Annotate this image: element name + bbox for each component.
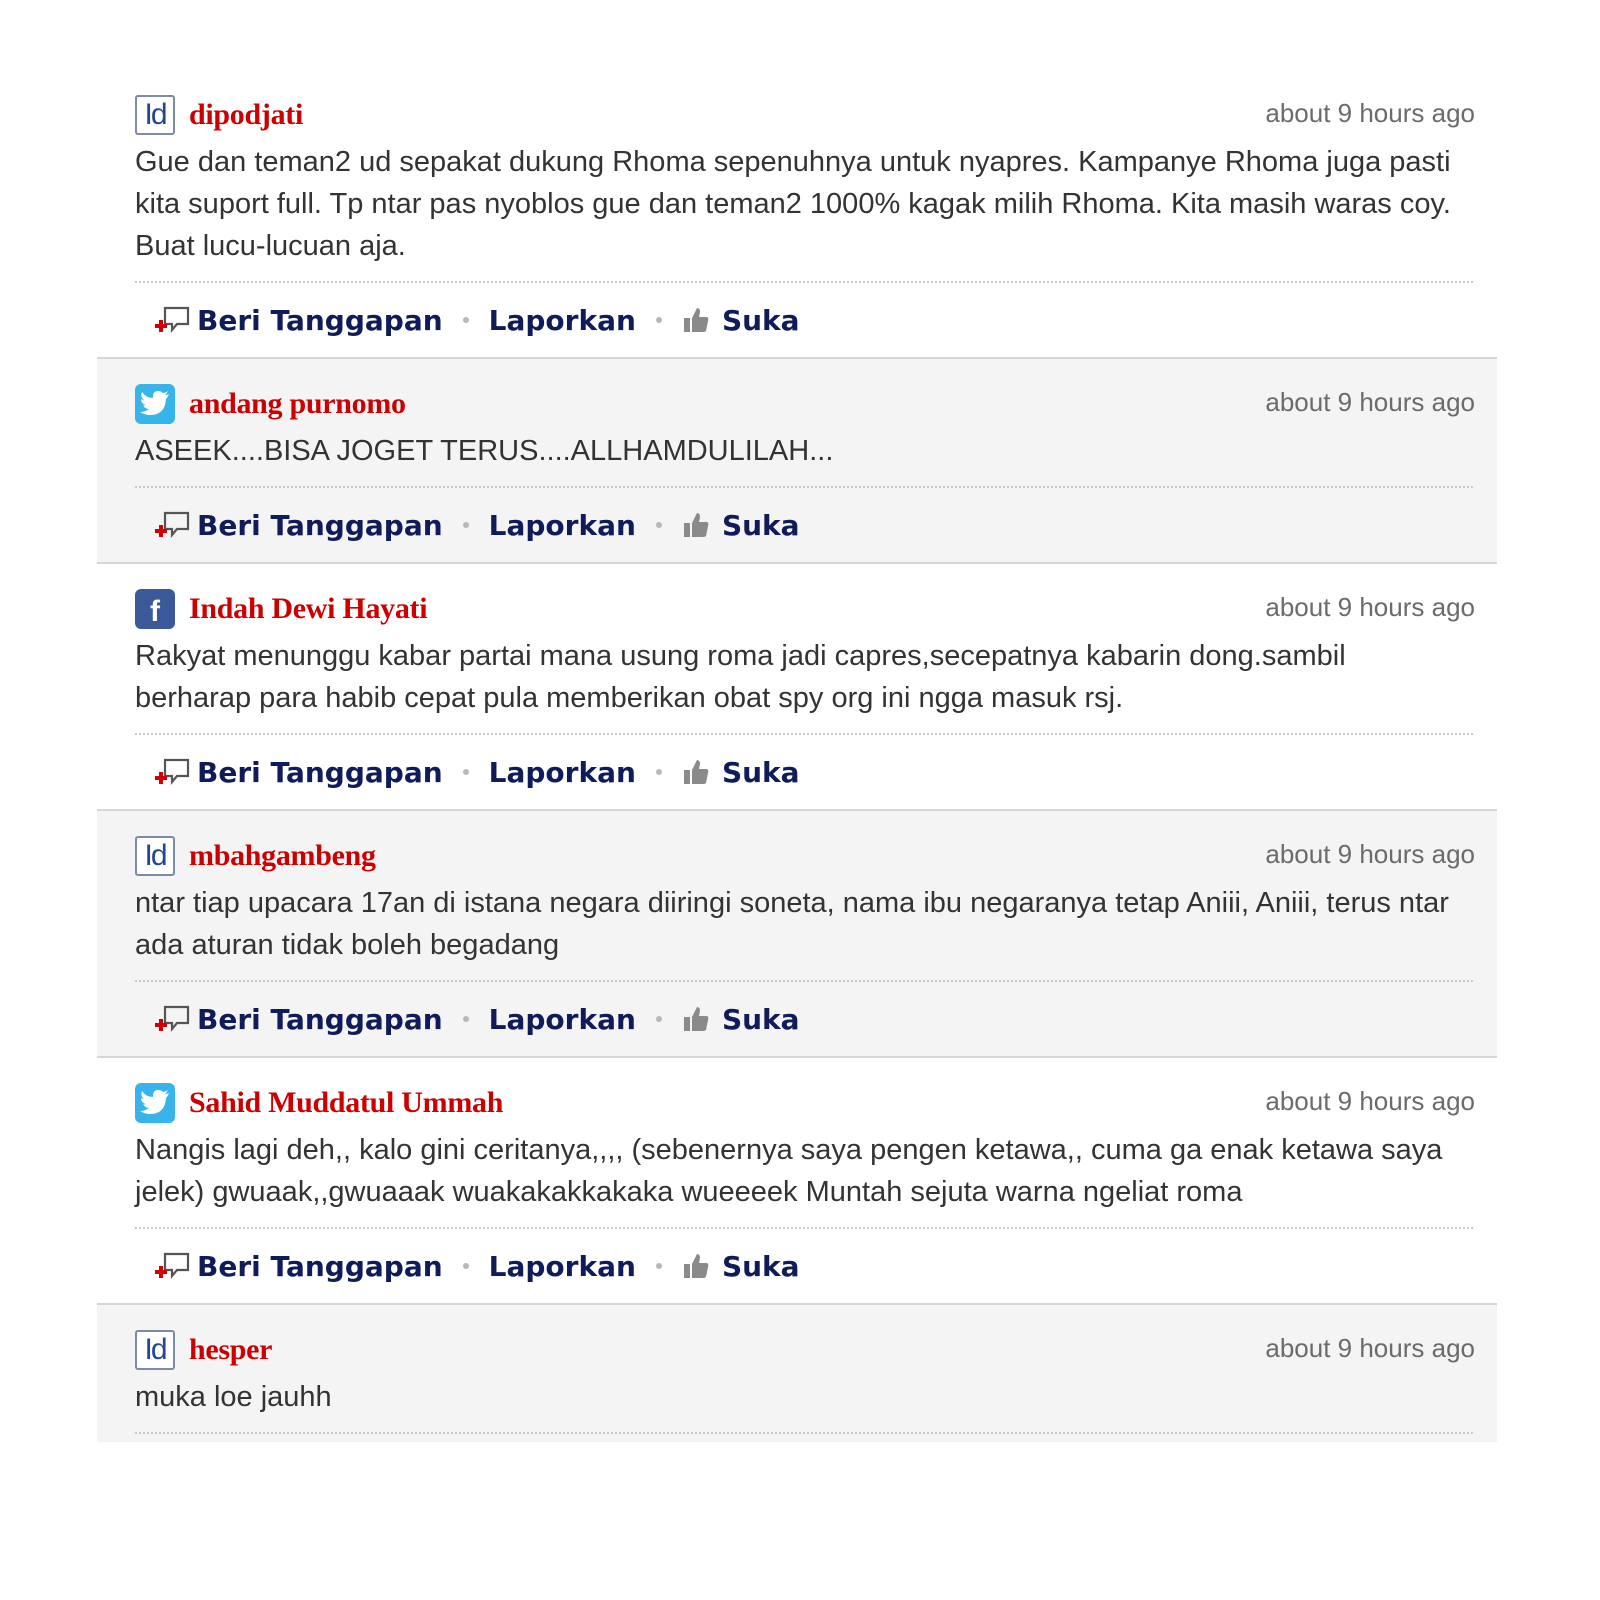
- like-button[interactable]: [682, 1003, 800, 1036]
- report-button[interactable]: [489, 304, 636, 337]
- comment-timestamp: about 9 hours ago: [1265, 839, 1475, 869]
- separator-dot: [463, 1016, 469, 1022]
- report-button[interactable]: [489, 756, 636, 789]
- divider: [135, 1432, 1473, 1434]
- comment-text: Gue dan teman2 ud sepakat dukung Rhoma sepenuhnya untuk nyapres. Kampanye Rhoma juga pasti kita suport full. Tp ntar pas nyoblos gue dan teman2 1000% kagak milih Rhoma. Kita masih waras coy. Buat lucu-lucuan aja.: [135, 146, 1451, 262]
- comment-item: [97, 564, 1497, 811]
- comment-item: [97, 1058, 1497, 1305]
- like-label: Suka: [721, 508, 800, 542]
- report-label: Laporkan: [488, 755, 636, 789]
- add-comment-icon: [153, 1251, 191, 1281]
- like-label: Suka: [721, 303, 800, 337]
- separator-dot: [463, 1263, 469, 1269]
- comment-username[interactable]: mbahgambeng: [189, 839, 376, 872]
- like-label: Suka: [721, 755, 800, 789]
- like-label: Suka: [721, 1249, 800, 1283]
- comment-username[interactable]: hesper: [189, 1333, 273, 1366]
- report-button[interactable]: [489, 1003, 636, 1036]
- add-comment-icon: [153, 305, 191, 335]
- comment-username[interactable]: Indah Dewi Hayati: [189, 592, 428, 625]
- thumbs-up-icon: [682, 511, 710, 539]
- comment-text: Rakyat menunggu kabar partai mana usung roma jadi capres,secepatnya kabarin dong.sambil berharap para habib cepat pula memberikan obat spy org ini ngga masuk rsj.: [135, 640, 1346, 714]
- comment-item: [97, 70, 1497, 359]
- reply-button[interactable]: [153, 509, 443, 542]
- reply-button[interactable]: [153, 756, 443, 789]
- comment-text: ASEEK....BISA JOGET TERUS....ALLHAMDULILAH...: [135, 435, 834, 467]
- thumbs-up-icon: [682, 1005, 710, 1033]
- like-button[interactable]: [682, 304, 800, 337]
- comment-actions: [135, 735, 1477, 809]
- like-button[interactable]: [682, 1250, 800, 1283]
- reply-label: Beri Tanggapan: [197, 1249, 443, 1283]
- separator-dot: [656, 1016, 662, 1022]
- thumbs-up-icon: [682, 1252, 710, 1280]
- twitter-icon: [135, 1083, 175, 1123]
- separator-dot: [463, 522, 469, 528]
- separator-dot: [656, 769, 662, 775]
- comment-item: [97, 1305, 1497, 1442]
- twitter-icon: [135, 384, 175, 424]
- thumbs-up-icon: [682, 306, 710, 334]
- like-button[interactable]: [682, 756, 800, 789]
- id-logo-icon: Id: [135, 836, 175, 876]
- comment-text: ntar tiap upacara 17an di istana negara diiringi soneta, nama ibu negaranya tetap Aniii, Aniii, terus ntar ada aturan tidak boleh begadang: [135, 887, 1449, 961]
- separator-dot: [656, 1263, 662, 1269]
- report-label: Laporkan: [488, 1249, 636, 1283]
- comment-timestamp: about 9 hours ago: [1265, 1333, 1475, 1363]
- comment-actions: [135, 982, 1477, 1056]
- comment-actions: [135, 1229, 1477, 1303]
- report-label: Laporkan: [488, 303, 636, 337]
- comment-list: [97, 70, 1497, 1442]
- reply-label: Beri Tanggapan: [197, 755, 443, 789]
- reply-label: Beri Tanggapan: [197, 303, 443, 337]
- separator-dot: [656, 522, 662, 528]
- comment-timestamp: about 9 hours ago: [1265, 387, 1475, 417]
- separator-dot: [463, 317, 469, 323]
- comment-item: [97, 359, 1497, 564]
- reply-button[interactable]: [153, 1003, 443, 1036]
- id-logo-icon: Id: [135, 95, 175, 135]
- add-comment-icon: [153, 757, 191, 787]
- like-label: Suka: [721, 1002, 800, 1036]
- comment-actions: [135, 283, 1477, 357]
- report-button[interactable]: [489, 509, 636, 542]
- like-button[interactable]: [682, 509, 800, 542]
- reply-button[interactable]: [153, 1250, 443, 1283]
- comment-timestamp: about 9 hours ago: [1265, 592, 1475, 622]
- facebook-icon: f: [135, 589, 175, 629]
- comment-timestamp: about 9 hours ago: [1265, 98, 1475, 128]
- add-comment-icon: [153, 510, 191, 540]
- comment-text: muka loe jauhh: [135, 1381, 332, 1413]
- id-logo-icon: Id: [135, 1330, 175, 1370]
- add-comment-icon: [153, 1004, 191, 1034]
- comment-username[interactable]: andang purnomo: [189, 387, 406, 420]
- comment-actions: [135, 488, 1477, 562]
- comment-username[interactable]: Sahid Muddatul Ummah: [189, 1086, 504, 1119]
- reply-label: Beri Tanggapan: [197, 508, 443, 542]
- comment-timestamp: about 9 hours ago: [1265, 1086, 1475, 1116]
- reply-label: Beri Tanggapan: [197, 1002, 443, 1036]
- reply-button[interactable]: [153, 304, 443, 337]
- report-label: Laporkan: [488, 508, 636, 542]
- separator-dot: [656, 317, 662, 323]
- separator-dot: [463, 769, 469, 775]
- comment-text: Nangis lagi deh,, kalo gini ceritanya,,,, (sebenernya saya pengen ketawa,, cuma ga enak ketawa saya jelek) gwuaak,,gwuaaak wuakakakkakaka wueeeek Muntah sejuta warna ngeliat roma: [135, 1134, 1443, 1208]
- comment-username[interactable]: dipodjati: [189, 98, 304, 131]
- report-label: Laporkan: [488, 1002, 636, 1036]
- report-button[interactable]: [489, 1250, 636, 1283]
- thumbs-up-icon: [682, 758, 710, 786]
- comment-item: [97, 811, 1497, 1058]
